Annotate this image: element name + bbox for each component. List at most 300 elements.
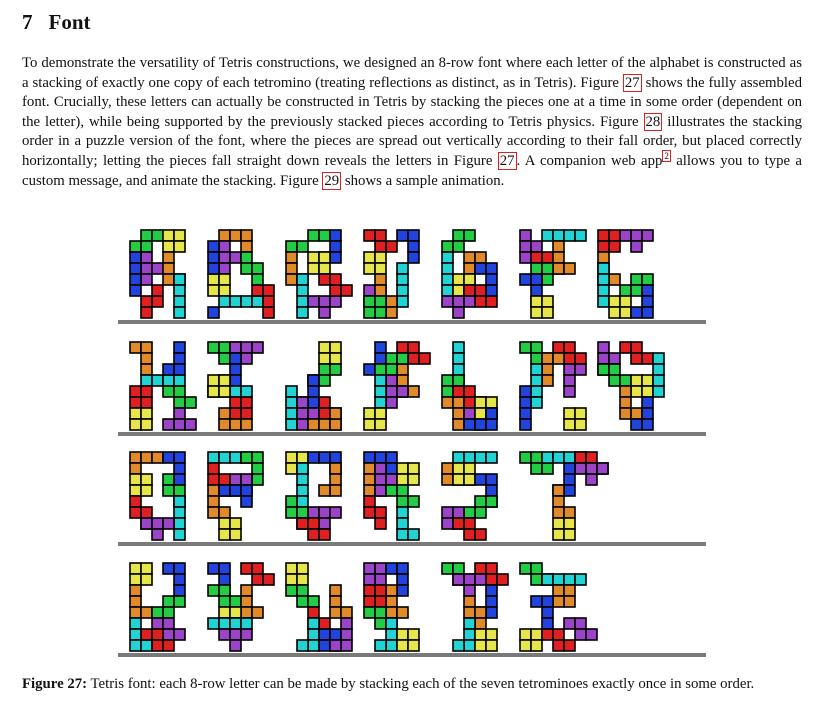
tetromino-cell-Z [486,296,497,307]
tetromino-cell-L [364,474,375,485]
tetromino-cell-I [653,375,664,386]
tetromino-cell-L [330,596,341,607]
tetromino-cell-Z [152,640,163,651]
tetromino-cell-I [442,252,453,263]
tetromino-cell-S [442,241,453,252]
tetromino-cell-L [553,496,564,507]
tetromino-cell-L [542,353,553,364]
tetromino-cell-S [319,375,330,386]
tetromino-cell-I [174,274,185,285]
figure-ref-28[interactable]: 28 [645,113,661,130]
tetromino-cell-I [397,285,408,296]
tetromino-cell-J [631,307,642,318]
glyph-X [364,563,419,651]
tetromino-cell-L [553,252,564,263]
tetromino-cell-O [642,375,653,386]
tetromino-cell-L [553,507,564,518]
tetromino-cell-O [575,419,586,430]
tetromino-cell-T [520,252,531,263]
tetromino-cell-T [375,563,386,574]
tetromino-cell-I [575,230,586,241]
tetromino-cell-J [486,585,497,596]
tetromino-cell-L [152,452,163,463]
tetromino-cell-T [152,263,163,274]
tetromino-cell-T [152,618,163,629]
glyph-Z [520,563,597,651]
tetromino-cell-J [408,252,419,263]
tetromino-cell-O [375,263,386,274]
tetromino-cell-I [174,375,185,386]
tetromino-cell-T [453,574,464,585]
tetromino-cell-Z [419,353,430,364]
tetromino-cell-J [364,364,375,375]
tetromino-cell-S [308,230,319,241]
tetromino-cell-T [564,618,575,629]
glyph-D [364,230,419,318]
tetromino-cell-I [375,386,386,397]
tetromino-cell-Z [475,285,486,296]
tetromino-cell-S [252,452,263,463]
tetromino-cell-T [464,574,475,585]
tetromino-cell-T [152,518,163,529]
tetromino-cell-Z [375,585,386,596]
tetromino-cell-L [230,419,241,430]
glyph-A [130,230,185,318]
tetromino-cell-J [375,342,386,353]
tetromino-cell-Z [598,241,609,252]
tetromino-cell-I [174,518,185,529]
tetromino-cell-I [297,296,308,307]
tetromino-cell-J [174,353,185,364]
tetromino-cell-T [241,353,252,364]
tetromino-cell-I [464,629,475,640]
tetromino-cell-Z [252,574,263,585]
tetromino-cell-S [442,375,453,386]
tetromino-cell-J [163,563,174,574]
tetromino-cell-O [308,252,319,263]
tetromino-cell-J [386,563,397,574]
tetromino-cell-T [330,296,341,307]
glyph-C [286,230,352,318]
tetromino-cell-O [375,419,386,430]
tetromino-cell-Z [386,241,397,252]
tetromino-cell-I [297,307,308,318]
tetromino-cell-O [453,463,464,474]
tetromino-cell-S [241,252,252,263]
tetromino-cell-I [174,296,185,307]
glyph-W [286,563,352,651]
tetromino-cell-O [464,474,475,485]
tetromino-cell-S [598,364,609,375]
tetromino-cell-I [141,375,152,386]
tetromino-cell-Z [553,629,564,640]
tetromino-cell-O [286,563,297,574]
caption-text: Tetris font: each 8-row letter can be made by stacking each of the seven tetrominoes exactly once in some order. [87,676,755,692]
tetromino-cell-Z [453,386,464,397]
tetromino-cell-S [520,342,531,353]
tetromino-cell-O [453,285,464,296]
tetromino-cell-L [553,585,564,596]
tetromino-cell-O [174,241,185,252]
tetromino-cell-S [375,364,386,375]
tetromino-cell-Z [475,296,486,307]
tetromino-cell-J [375,452,386,463]
tetromino-cell-S [375,296,386,307]
tetromino-cell-O [208,285,219,296]
tetromino-cell-J [330,452,341,463]
tetromino-cell-T [219,263,230,274]
tetromino-cell-L [464,263,475,274]
tetromino-cell-J [174,364,185,375]
tetromino-cell-S [174,485,185,496]
tetromino-cell-L [564,263,575,274]
tetromino-cell-J [163,452,174,463]
tetromino-cell-J [564,463,575,474]
tetromino-cell-S [531,563,542,574]
tetromino-cell-I [598,285,609,296]
tetromino-cell-O [230,529,241,540]
tetromino-cell-O [520,629,531,640]
tetromino-cell-T [520,230,531,241]
tetromino-cell-O [319,342,330,353]
tetromino-cell-O [453,274,464,285]
paragraph-text-5: allows you to type a custom message, and animate the stacking. Figure [22,152,802,189]
tetromino-cell-T [475,574,486,585]
tetromino-cell-T [386,474,397,485]
tetromino-cell-T [308,408,319,419]
tetromino-cell-J [408,230,419,241]
tetromino-cell-O [486,397,497,408]
tetromino-cell-T [598,353,609,364]
tetromino-cell-L [241,596,252,607]
tetromino-cell-T [586,474,597,485]
tetromino-cell-J [241,485,252,496]
tetromino-cell-Z [308,518,319,529]
tetromino-cell-Z [464,397,475,408]
tetromino-cell-S [442,563,453,574]
tetromino-cell-O [319,263,330,274]
tetromino-cell-L [330,485,341,496]
tetromino-cell-O [408,463,419,474]
tetromino-cell-L [442,397,453,408]
tetromino-cell-J [564,474,575,485]
tetromino-cell-Z [263,307,274,318]
tetromino-cell-O [364,263,375,274]
tetromino-cell-J [486,285,497,296]
tetromino-cell-S [163,485,174,496]
tetromino-cell-T [609,353,620,364]
tetromino-cell-S [174,596,185,607]
tetromino-cell-Z [252,563,263,574]
tetromino-cell-J [475,474,486,485]
tetromino-cell-T [152,529,163,540]
tetromino-cell-T [219,241,230,252]
tetromino-cell-J [174,463,185,474]
tetromino-cell-O [408,629,419,640]
tetromino-cell-O [130,574,141,585]
tetromino-cell-J [208,307,219,318]
tetromino-cell-L [386,585,397,596]
tetromino-cell-I [219,296,230,307]
tetromino-cell-L [330,607,341,618]
tetromino-cell-L [286,274,297,285]
tetromino-cell-T [453,507,464,518]
tetromino-cell-O [553,529,564,540]
font-row-4 [118,563,706,657]
tetromino-cell-J [230,375,241,386]
tetromino-cell-L [631,408,642,419]
tetromino-cell-I [386,629,397,640]
tetromino-cell-S [531,574,542,585]
tetromino-cell-O [542,296,553,307]
tetromino-cell-O [141,408,152,419]
tetromino-cell-I [442,263,453,274]
tetromino-cell-Z [475,563,486,574]
tetromino-cell-S [163,474,174,485]
paragraph-text-6: shows a sample animation. [341,172,505,189]
tetromino-cell-O [130,419,141,430]
tetromino-cell-S [609,375,620,386]
tetromino-cell-J [230,353,241,364]
tetromino-cell-O [620,307,631,318]
tetromino-cell-L [542,375,553,386]
tetromino-cell-O [230,518,241,529]
tetromino-cell-Z [542,629,553,640]
tetromino-cell-J [386,463,397,474]
tetromino-cell-Z [464,518,475,529]
tetromino-cell-L [219,419,230,430]
tetromino-cell-J [230,364,241,375]
tetromino-cell-L [163,252,174,263]
row-floor [118,320,706,324]
row-floor [118,432,706,436]
tetromino-cell-I [453,364,464,375]
tetromino-cell-L [553,353,564,364]
tetromino-cell-I [208,618,219,629]
tetromino-cell-S [397,485,408,496]
section-number: 7 [22,10,33,34]
tetromino-cell-S [542,274,553,285]
tetromino-cell-T [219,629,230,640]
tetromino-cell-T [141,263,152,274]
footnote-marker[interactable]: 2 [664,151,669,162]
tetromino-cell-I [564,230,575,241]
tetromino-cell-T [364,285,375,296]
tetromino-cell-S [185,397,196,408]
tetromino-cell-L [219,230,230,241]
tetromino-cell-O [531,307,542,318]
tetromino-cell-I [397,296,408,307]
tetromino-cell-J [486,485,497,496]
tetromino-cell-T [330,640,341,651]
tetromino-cell-J [520,274,531,285]
tetromino-cell-J [564,485,575,496]
tetromino-cell-J [219,574,230,585]
tetromino-cell-I [241,386,252,397]
tetromino-cell-S [397,353,408,364]
tetromino-cell-L [286,252,297,263]
tetromino-cell-T [586,463,597,474]
tetromino-cell-J [319,629,330,640]
tetromino-cell-T [642,230,653,241]
tetromino-cell-Z [375,507,386,518]
tetromino-cell-L [442,463,453,474]
tetromino-cell-J [542,607,553,618]
tetromino-cell-O [141,563,152,574]
tetromino-cell-L [553,263,564,274]
tetromino-cell-T [564,386,575,397]
tetromino-cell-Z [609,230,620,241]
tetromino-cell-O [219,607,230,618]
glyph-T [520,452,608,540]
tetromino-cell-T [375,474,386,485]
tetromino-cell-O [397,640,408,651]
tetromino-cell-S [375,307,386,318]
tetromino-cell-Z [141,386,152,397]
tetromino-cell-J [486,596,497,607]
tetromino-cell-J [642,285,653,296]
glyph-I [208,342,263,430]
tetromino-cell-O [620,296,631,307]
tetromino-cell-S [464,507,475,518]
tetromino-cell-Z [364,507,375,518]
tetromino-cell-Z [152,296,163,307]
tetromino-cell-S [531,463,542,474]
tetromino-cell-J [219,485,230,496]
tetromino-cell-L [230,230,241,241]
tetromino-cell-L [330,474,341,485]
tetromino-cell-J [642,408,653,419]
tetromino-cell-I [286,408,297,419]
tetromino-cell-S [542,263,553,274]
tetromino-cell-I [163,375,174,386]
tetromino-cell-S [219,353,230,364]
tetromino-cell-S [620,375,631,386]
tetromino-cell-I [208,452,219,463]
tetromino-cell-S [531,353,542,364]
tetromino-cell-S [297,507,308,518]
tetromino-cell-S [475,496,486,507]
tetromino-cell-J [319,452,330,463]
tetromino-cell-T [575,463,586,474]
tetromino-cell-L [208,485,219,496]
tetromino-cell-T [620,230,631,241]
tetromino-cell-Z [130,397,141,408]
tetromino-cell-Z [130,386,141,397]
tetromino-cell-O [163,230,174,241]
tetromino-cell-Z [141,397,152,408]
tetromino-cell-L [130,585,141,596]
tetromino-cell-I [230,296,241,307]
tetromino-cell-I [408,529,419,540]
tetromino-cell-O [297,452,308,463]
tetromino-cell-J [208,563,219,574]
tetromino-cell-J [542,596,553,607]
tetromino-cell-S [252,474,263,485]
tetromino-cell-S [386,353,397,364]
tetromino-cell-S [386,364,397,375]
section-title: Font [48,10,91,34]
tetromino-cell-L [464,607,475,618]
figure-ref-27[interactable]: 27 [624,74,640,91]
tetromino-cell-L [553,596,564,607]
tetromino-cell-O [130,485,141,496]
tetromino-cell-I [252,296,263,307]
tetromino-cell-Z [130,496,141,507]
tetromino-cell-O [130,563,141,574]
tetromino-cell-T [575,364,586,375]
tetromino-cell-O [319,353,330,364]
tetromino-cell-T [308,507,319,518]
tetromino-cell-I [453,353,464,364]
tetromino-cell-S [364,307,375,318]
tetromino-cell-J [375,353,386,364]
tetromino-cell-J [486,607,497,618]
tetromino-cell-J [230,485,241,496]
tetromino-cell-L [464,252,475,263]
tetromino-cell-I [174,307,185,318]
glyph-O [130,452,185,540]
figure-ref-29[interactable]: 29 [324,172,340,189]
tetromino-cell-L [564,507,575,518]
tetromino-cell-Z [598,230,609,241]
glyph-G [598,230,653,318]
tetromino-cell-O [364,419,375,430]
tetromino-cell-T [141,274,152,285]
tetromino-cell-O [219,375,230,386]
tetromino-cell-S [397,496,408,507]
tetromino-cell-L [130,452,141,463]
tetromino-cell-T [575,629,586,640]
tetromino-cell-S [286,585,297,596]
tetromino-cell-Z [319,397,330,408]
tetromino-cell-L [241,230,252,241]
tetromino-cell-Z [319,529,330,540]
glyph-N [598,342,664,430]
tetromino-cell-I [241,618,252,629]
tetromino-cell-J [486,263,497,274]
tetromino-cell-J [642,419,653,430]
tetromino-cell-Z [408,342,419,353]
tetromino-cell-L [163,263,174,274]
tetromino-cell-Z [263,296,274,307]
tetromino-cell-S [230,596,241,607]
tetromino-cell-T [442,507,453,518]
glyph-Q [286,452,341,540]
tetromino-cell-Z [609,241,620,252]
figure-ref-27-second[interactable]: 27 [499,152,515,169]
tetromino-cell-L [475,252,486,263]
tetromino-cell-S [286,241,297,252]
paragraph-text-4: . A companion web app [516,152,663,169]
tetromino-cell-I [130,618,141,629]
tetromino-cell-Z [241,563,252,574]
tetromino-cell-J [531,596,542,607]
tetromino-cell-Z [308,607,319,618]
tetromino-cell-S [286,496,297,507]
tetromino-cell-T [531,241,542,252]
tetromino-cell-T [631,241,642,252]
tetromino-cell-L [163,274,174,285]
tetromino-cell-T [174,419,185,430]
tetromino-cell-O [141,485,152,496]
tetromino-cell-S [219,342,230,353]
tetromino-cell-Z [208,463,219,474]
tetromino-cell-T [241,342,252,353]
tetromino-cell-T [375,485,386,496]
tetromino-cell-T [163,518,174,529]
tetromino-cell-S [152,230,163,241]
